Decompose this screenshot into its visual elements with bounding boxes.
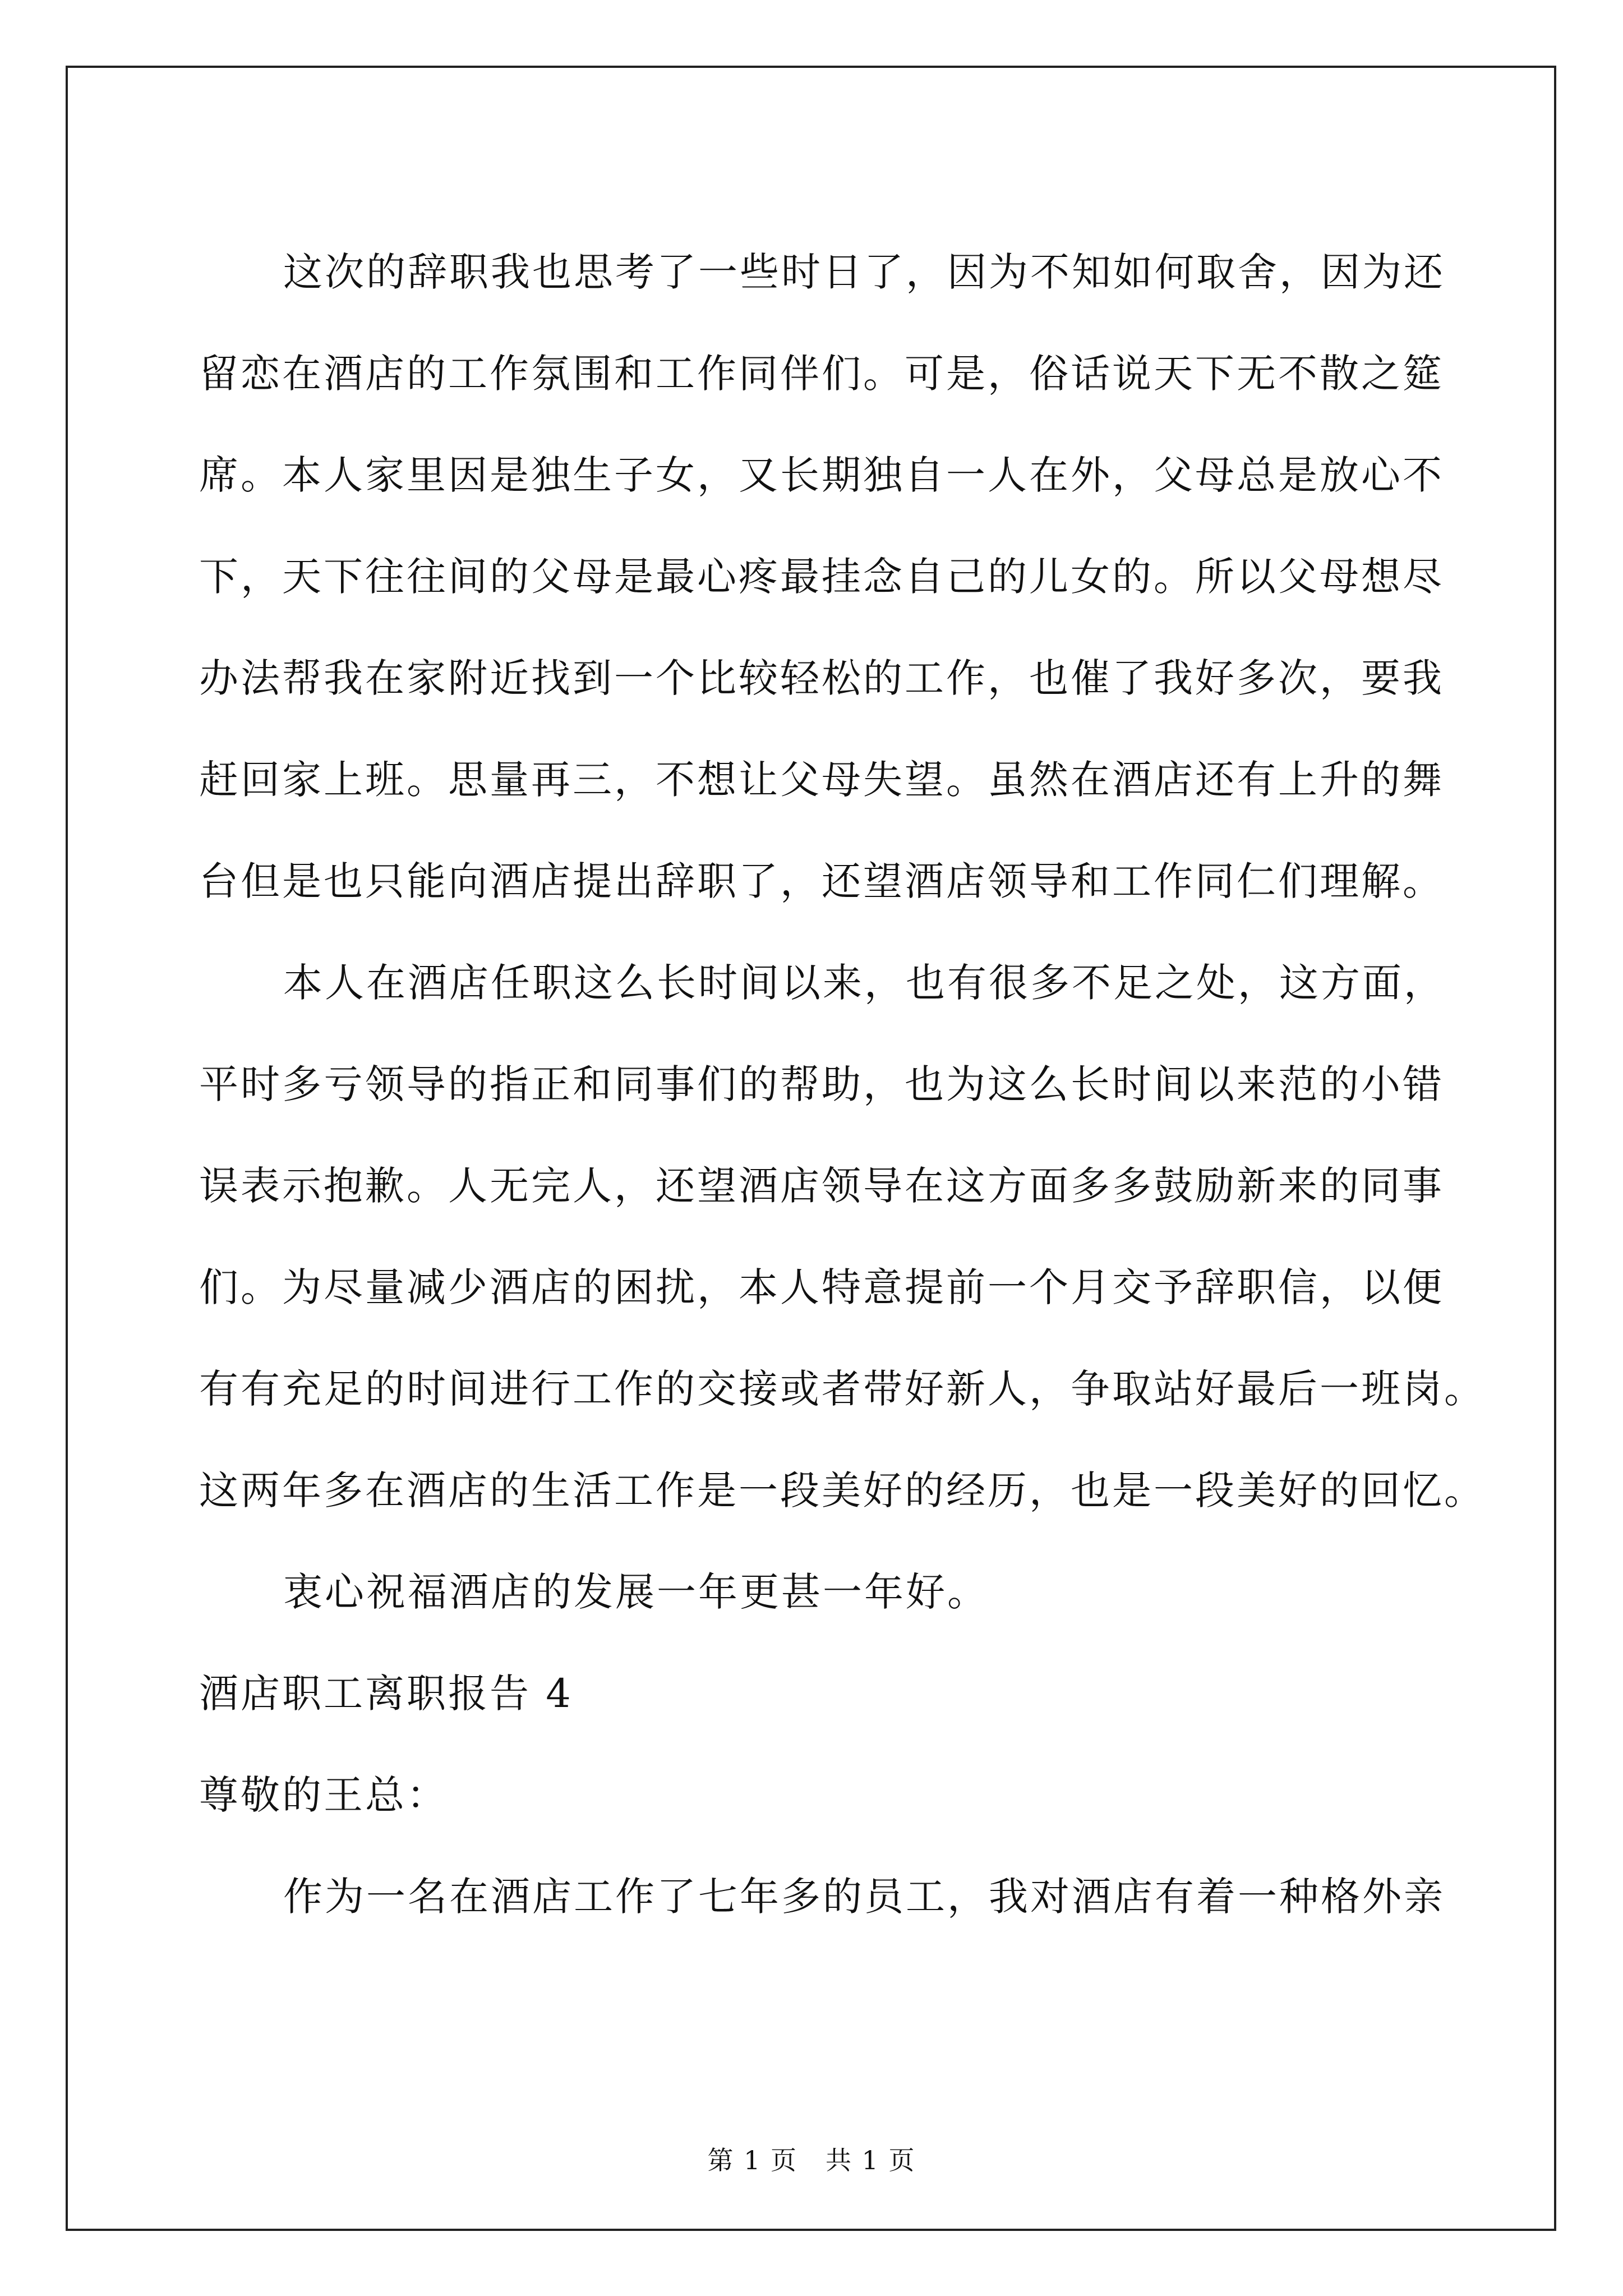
page-total: 共 1 页	[826, 2145, 916, 2175]
text-line: 衷心祝福酒店的发展一年更甚一年好。	[283, 1569, 989, 1615]
text-line: 下，天下往往间的父母是最心疼最挂念自己的儿女的。所以父母想尽	[199, 554, 1444, 600]
text-line: 台但是也只能向酒店提出辞职了，还望酒店领导和工作同仁们理解。	[199, 858, 1444, 904]
text-line: 作为一名在酒店工作了七年多的员工，我对酒店有着一种格外亲	[283, 1874, 1445, 1920]
text-line: 赶回家上班。思量再三，不想让父母失望。虽然在酒店还有上升的舞	[199, 757, 1444, 803]
heading-line	[199, 1643, 1433, 1745]
text-line: 酒店职工离职报告 4	[199, 1671, 573, 1717]
text-line: 办法帮我在家附近找到一个比较轻松的工作，也催了我好多次，要我	[199, 655, 1444, 701]
paragraph	[199, 932, 1486, 1542]
text-line: 留恋在酒店的工作氛围和工作同伴们。可是，俗话说天下无不散之筵	[199, 351, 1444, 397]
text-line: 有有充足的时间进行工作的交接或者带好新人，争取站好最后一班岗。	[199, 1366, 1486, 1412]
page-footer	[0, 2140, 1623, 2177]
paragraph	[199, 1846, 1445, 1948]
text-line: 本人在酒店任职这么长时间以来，也有很多不足之处，这方面，	[283, 960, 1445, 1006]
text-line: 尊敬的王总：	[199, 1772, 448, 1818]
page-number: 第 1 页	[707, 2145, 797, 2175]
text-line: 平时多亏领导的指正和同事们的帮助，也为这么长时间以来范的小错	[199, 1061, 1444, 1107]
paragraph	[199, 1542, 1433, 1643]
text-line: 席。本人家里因是独生子女，又长期独自一人在外，父母总是放心不	[199, 452, 1444, 498]
text-line: 这两年多在酒店的生活工作是一段美好的经历，也是一段美好的回忆。	[199, 1467, 1486, 1513]
document-body	[199, 222, 1486, 1948]
text-line: 们。为尽量减少酒店的困扰，本人特意提前一个月交予辞职信，以便	[199, 1264, 1444, 1310]
heading-line	[199, 1745, 1433, 1846]
text-line: 这次的辞职我也思考了一些时日了，因为不知如何取舍，因为还	[283, 249, 1445, 295]
text-line: 误表示抱歉。人无完人，还望酒店领导在这方面多多鼓励新来的同事	[199, 1163, 1444, 1209]
paragraph	[199, 222, 1445, 932]
